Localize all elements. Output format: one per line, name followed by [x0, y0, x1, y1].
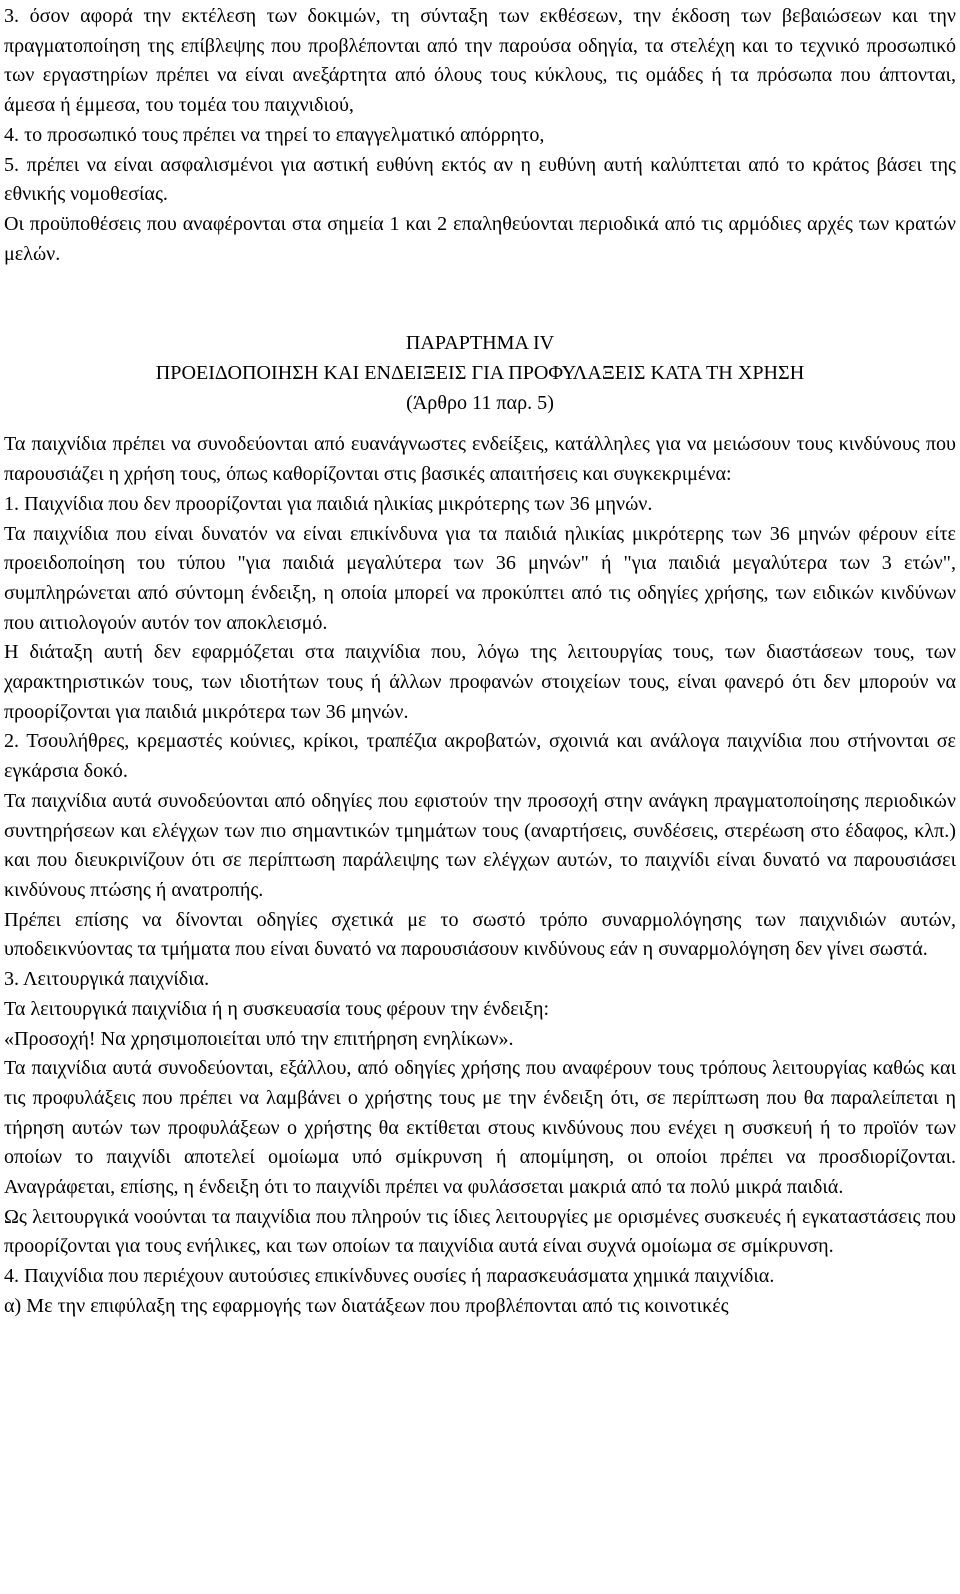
annex-title: ΠΑΡΑΡΤΗΜΑ IV — [405, 332, 555, 355]
section-spacer — [4, 269, 956, 329]
annex-subtitle: ΠΡΟΕΙΔΟΠΟΙΗΣΗ ΚΑΙ ΕΝΔΕΙΞΕΙΣ ΓΙΑ ΠΡΟΦΥΛΑΞΕΙΣ ΚΑΤΑ ΤΗ ΧΡΗΣΗ — [155, 362, 805, 385]
annex-heading — [4, 329, 956, 418]
paragraph-section-3-definition: Ως λειτουργικά νοούνται τα παιχνίδια που πληρούν τις ίδιες λειτουργίες με ορισμένες συσκευές ή εγκαταστάσεις που προορίζονται για τους ενήλικες, και των οποίων τα παιχνίδια αυτά είναι συχνά ομοίωμα σε σμίκρυνση. — [4, 1205, 956, 1258]
paragraph-section-2-maintenance: Τα παιχνίδια αυτά συνοδεύονται από οδηγίες που εφιστούν την προσοχή στην ανάγκη πραγματοποίησης περιοδικών συντηρήσεων και ελέγχων των πιο σημαντικών τμημάτων τους (αναρτήσεις, συνδέσεις, στερέωση στο έδαφος, κλπ.) και που διευκρινίζουν ότι σε περίπτωση παράλειψης των ελέγχων αυτών, το παιχνίδι είναι δυνατό να παρουσιάσει κινδύνους πτώσης ή ανατροπής. — [4, 789, 956, 901]
document-page — [4, 2, 956, 1322]
paragraph-conditions: Οι προϋποθέσεις που αναφέρονται στα σημεία 1 και 2 επαληθεύονται περιοδικά από τις αρμόδιες αρχές των κρατών μελών. — [4, 212, 956, 265]
paragraph-item-3: 3. όσον αφορά την εκτέλεση των δοκιμών, τη σύνταξη των εκθέσεων, την έκδοση των βεβαιώσεων και την πραγματοποίηση της επίβλεψης που προβλέπονται από την παρούσα οδηγία, τα στελέχη και το τεχνικό προσωπικό των εργαστηρίων πρέπει να είναι ανεξάρτητα από όλους τους κύκλους, τις ομάδες ή τα πρόσωπα που άπτονται, άμεσα ή έμμεσα, του τομέα του παιχνιδιού, — [4, 5, 956, 117]
section-heading-1: 1. Παιχνίδια που δεν προορίζονται για παιδιά ηλικίας μικρότερης των 36 μηνών. — [4, 492, 653, 515]
paragraph-section-1-warning: Τα παιχνίδια που είναι δυνατόν να είναι επικίνδυνα για τα παιδιά ηλικίας μικρότερης των 36 μηνών φέρουν είτε προειδοποίηση του τύπου "για παιδιά μεγαλύτερα των 36 μηνών" ή "για παιδιά μεγαλύτερα των 3 ετών", συμπληρώνεται από σύντομη ένδειξη, η οποία μπορεί να προκύπτει από τις οδηγίες χρήσης, των ειδικών κινδύνων που αιτιολογούν αυτόν τον αποκλεισμό. — [4, 522, 956, 634]
paragraph-section-3-warning-text: «Προσοχή! Να χρησιμοποιείται υπό την επιτήρηση ενηλίκων». — [4, 1027, 514, 1050]
section-heading-2: 2. Τσουλήθρες, κρεμαστές κούνιες, κρίκοι, τραπέζια ακροβατών, σχοινιά και ανάλογα παιχνίδια που στήνονται σε εγκάρσια δοκό. — [4, 730, 956, 783]
section-heading-4: 4. Παιχνίδια που περιέχουν αυτούσιες επικίνδυνες ουσίες ή παρασκευάσματα χημικά παιχνίδια. — [4, 1265, 775, 1288]
paragraph-section-3-label: Τα λειτουργικά παιχνίδια ή η συσκευασία τους φέρουν την ένδειξη: — [4, 997, 550, 1020]
heading-spacer — [4, 418, 956, 430]
paragraph-section-4-a: α) Με την επιφύλαξη της εφαρμογής των διατάξεων που προβλέπονται από τις κοινοτικές — [4, 1294, 729, 1317]
paragraph-annex-intro: Τα παιχνίδια πρέπει να συνοδεύονται από ευανάγνωστες ενδείξεις, κατάλληλες για να μειώσουν τους κινδύνους που παρουσιάζει η χρήση τους, όπως καθορίζονται στις βασικές απαιτήσεις και συγκεκριμένα: — [4, 433, 956, 486]
annex-article-ref: (Άρθρο 11 παρ. 5) — [406, 391, 554, 414]
section-heading-3: 3. Λειτουργικά παιχνίδια. — [4, 968, 210, 991]
paragraph-item-4: 4. το προσωπικό τους πρέπει να τηρεί το επαγγελματικό απόρρητο, — [4, 123, 545, 146]
paragraph-section-3-instructions: Τα παιχνίδια αυτά συνοδεύονται, εξάλλου, από οδηγίες χρήσης που αναφέρουν τους τρόπους λειτουργίας καθώς και τις προφυλάξεις που πρέπει να λαμβάνει ο χρήστης τους με την ένδειξη ότι, σε περίπτωση που θα παραλείπεται η τήρηση αυτών των προφυλάξεων ο χρήστης θα εκτίθεται στους κινδύνους που ενέχει η συσκευή ή το προϊόν των οποίων το παιχνίδι αποτελεί ομοίωμα υπό σμίκρυνση ή απομίμηση, οι οποίοι πρέπει να προσδιορίζονται. Αναγράφεται, επίσης, η ένδειξη ότι το παιχνίδι πρέπει να φυλάσσεται μακριά από τα πολύ μικρά παιδιά. — [4, 1057, 956, 1199]
paragraph-section-1-exemption: Η διάταξη αυτή δεν εφαρμόζεται στα παιχνίδια που, λόγω της λειτουργίας τους, των διαστάσεων τους, των χαρακτηριστικών τους, των ιδιοτήτων τους ή άλλων προφανών στοιχείων τους, είναι φανερό ότι δεν μπορούν να προορίζονται για παιδιά μικρότερα των 36 μηνών. — [4, 641, 956, 723]
paragraph-item-5: 5. πρέπει να είναι ασφαλισμένοι για αστική ευθύνη εκτός αν η ευθύνη αυτή καλύπτεται από το κράτος βάσει της εθνικής νομοθεσίας. — [4, 153, 956, 206]
paragraph-section-2-assembly: Πρέπει επίσης να δίνονται οδηγίες σχετικά με το σωστό τρόπο συναρμολόγησης των παιχνιδιών αυτών, υποδεικνύοντας τα τμήματα που είναι δυνατό να παρουσιάσουν κινδύνους εάν η συναρμολόγηση δεν γίνει σωστά. — [4, 908, 956, 961]
